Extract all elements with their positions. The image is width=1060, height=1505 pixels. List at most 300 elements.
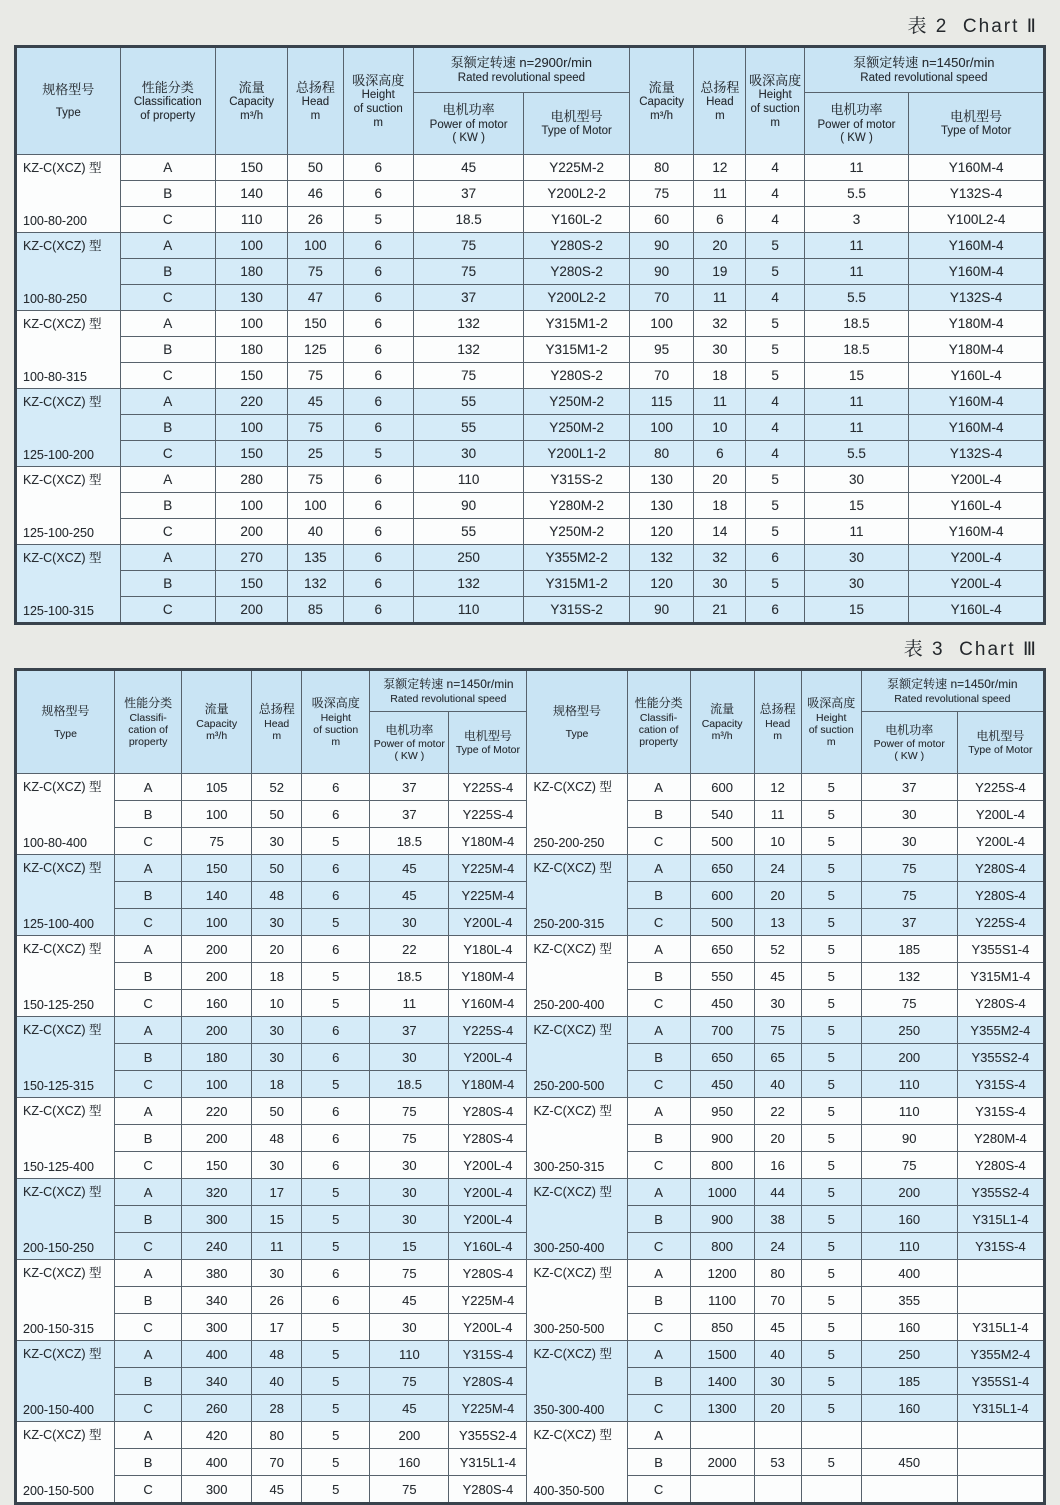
data-cell: 2000 [690,1449,754,1476]
pump-model: KZ-C(XCZ) 型 [533,1266,612,1280]
data-cell: 5 [302,828,370,855]
data-cell: 18 [694,363,746,389]
data-cell: 200 [861,1179,957,1206]
data-cell: Y355S1-4 [957,1368,1044,1395]
table-row [16,207,1045,233]
motor-header-2-en: Type of Motor [968,744,1033,757]
data-cell: 30 [754,1368,801,1395]
data-cell: 80 [629,155,693,181]
speed-1450-header-2-en: Rated revolutional speed [894,692,1011,705]
data-cell: 100 [215,493,287,519]
data-cell: 38 [754,1206,801,1233]
capacity-header-2-en: Capacity [639,96,684,109]
data-cell: Y200L-4 [909,571,1045,597]
pump-size: 300-250-315 [533,1160,605,1174]
data-cell: 132 [288,571,343,597]
data-cell: 5 [302,1368,370,1395]
data-cell: 17 [252,1314,302,1341]
capacity-header [215,47,287,155]
data-cell: Y160M-4 [909,415,1045,441]
data-cell: Y280S-4 [449,1476,527,1504]
classification-cell: A [627,1422,690,1449]
data-cell: 550 [690,963,754,990]
data-cell: 132 [413,311,524,337]
data-cell: Y200L-4 [909,467,1045,493]
classification-header-en: Classifi- [129,711,167,724]
data-cell: 900 [690,1206,754,1233]
pump-size: 200-150-500 [23,1484,94,1498]
classification-header-2-en: Classifi- [639,711,678,724]
head-header-2-en: Head [706,96,734,109]
data-cell: Y200L-4 [449,1314,527,1341]
classification-cell: A [115,1179,182,1206]
data-cell: 950 [690,1098,754,1125]
data-cell: 250 [861,1017,957,1044]
table-row [16,285,1045,311]
data-cell: 24 [754,1233,801,1260]
data-cell: 4 [746,441,804,467]
classification-cell: B [115,1206,182,1233]
head-header-en: m [310,109,321,122]
data-cell: 150 [215,571,287,597]
data-cell: 130 [215,285,287,311]
data-cell: 130 [629,467,693,493]
data-cell: 5 [801,1152,861,1179]
data-cell: 6 [302,774,370,801]
pump-model: KZ-C(XCZ) 型 [23,1185,102,1199]
suction-header-en: m [331,735,341,748]
data-cell: 75 [370,1125,449,1152]
data-cell: 37 [413,181,524,207]
data-cell: 160 [370,1449,449,1476]
pump-size: 125-100-200 [23,448,94,462]
classification-cell: B [115,1287,182,1314]
data-cell: 5 [801,1071,861,1098]
power-header-2-en: Power of motor [817,118,896,131]
data-cell: 300 [182,1314,252,1341]
data-cell: Y355S1-4 [957,936,1044,963]
data-cell: Y280S-4 [449,1368,527,1395]
classification-cell: B [627,1449,690,1476]
data-cell: 5 [801,774,861,801]
table-row [16,1341,1045,1368]
data-cell: 320 [182,1179,252,1206]
data-cell: 200 [215,519,287,545]
data-cell: 160 [861,1395,957,1422]
data-cell: 240 [182,1233,252,1260]
speed-2900-header [413,47,629,93]
data-cell: 30 [861,801,957,828]
data-cell: 5 [801,1125,861,1152]
classification-cell: B [120,415,215,441]
power-header-en: Power of motor [429,118,508,131]
chart2-caption: 表 2 Chart Ⅱ [907,16,1038,37]
pump-model: KZ-C(XCZ) 型 [533,942,612,956]
type-header-en: Type [55,107,81,120]
classification-cell: B [120,259,215,285]
table-row [16,774,1045,801]
data-cell: Y180M-4 [449,963,527,990]
power-header [370,712,449,774]
data-cell: 5 [746,467,804,493]
data-cell: 132 [861,963,957,990]
data-cell: Y315M1-4 [957,963,1044,990]
pump-type-cell [527,855,627,936]
data-cell: 53 [754,1449,801,1476]
data-cell: 5 [302,909,370,936]
capacity-header-2-en: Capacity [701,717,743,730]
data-cell: 260 [182,1395,252,1422]
table-row [16,1098,1045,1125]
pump-model: KZ-C(XCZ) 型 [23,1104,102,1118]
data-cell: 5 [302,1341,370,1368]
pump-size: 300-250-400 [533,1241,605,1255]
speed-1450-header-2 [861,670,1044,712]
suction-header-2-en: Height [816,711,847,724]
data-cell: Y200L-4 [909,545,1045,571]
data-cell: 28 [252,1395,302,1422]
data-cell [861,1422,957,1449]
head-header-2-en: m [715,109,725,122]
suction-header-2-zh: 吸深高度 [807,696,856,711]
data-cell: 340 [182,1368,252,1395]
data-cell: 5 [801,1314,861,1341]
speed-1450-header-zh: 泵额定转速 n=1450r/min [853,55,995,71]
data-cell [801,1476,861,1504]
data-cell: 150 [215,363,287,389]
chart3-caption: 表 3 Chart Ⅲ [903,639,1038,660]
data-cell: 1000 [690,1179,754,1206]
suction-header-2-en: Height [758,89,792,102]
data-cell: 60 [629,207,693,233]
data-cell: 30 [804,571,909,597]
pump-model: KZ-C(XCZ) 型 [23,861,102,875]
chart2-table [14,45,1046,625]
classification-cell: A [627,855,690,882]
classification-cell: B [115,1449,182,1476]
data-cell: Y225S-4 [449,801,527,828]
speed-2900-header-en: Rated revolutional speed [457,71,586,84]
data-cell: Y280S-4 [449,1260,527,1287]
data-cell: 5 [801,801,861,828]
data-cell: Y160M-4 [909,155,1045,181]
data-cell: 52 [754,936,801,963]
data-cell: 6 [746,597,804,624]
classification-cell: B [115,801,182,828]
data-cell: 220 [182,1098,252,1125]
data-cell: 5 [801,828,861,855]
power-header-2-zh: 电机功率 [830,102,883,118]
data-cell: 45 [370,1287,449,1314]
data-cell: 5 [302,963,370,990]
data-cell: 5 [801,1017,861,1044]
data-cell: 24 [754,855,801,882]
data-cell: Y250M-2 [524,389,630,415]
pump-type-cell [16,1017,115,1098]
classification-cell: C [115,828,182,855]
pump-size: 250-200-400 [533,998,605,1012]
data-cell: 22 [370,936,449,963]
data-cell: 48 [252,1341,302,1368]
data-cell: 75 [288,363,343,389]
classification-cell: C [120,441,215,467]
classification-cell: C [627,1233,690,1260]
data-cell: Y200L1-2 [524,441,630,467]
classification-cell: B [627,963,690,990]
data-cell: Y160L-4 [909,363,1045,389]
classification-cell: A [627,1098,690,1125]
data-cell: Y355M2-2 [524,545,630,571]
data-cell: Y315L1-4 [957,1314,1044,1341]
data-cell: 30 [754,990,801,1017]
data-cell: 200 [861,1044,957,1071]
classification-cell: C [115,1395,182,1422]
suction-header-2-en: of suction [750,102,800,115]
data-cell: Y315L1-4 [957,1206,1044,1233]
capacity-header-2-en: m³/h [711,729,733,742]
classification-cell: C [115,909,182,936]
classification-cell: A [115,1260,182,1287]
classification-cell: C [627,1395,690,1422]
head-header-en: Head [301,96,330,109]
data-cell: 10 [754,828,801,855]
data-cell: 200 [182,936,252,963]
data-cell: 50 [252,855,302,882]
data-cell: 140 [182,882,252,909]
data-cell: Y160L-2 [524,207,630,233]
data-cell: Y160M-4 [909,519,1045,545]
data-cell: Y315S-4 [957,1098,1044,1125]
classification-cell: A [120,311,215,337]
data-cell: 380 [182,1260,252,1287]
data-cell: 11 [694,285,746,311]
data-cell: 40 [252,1368,302,1395]
data-cell: Y160L-4 [909,597,1045,624]
data-cell: 5 [801,1287,861,1314]
capacity-header-en: m³/h [206,729,228,742]
data-cell: 5 [801,882,861,909]
suction-header-2-zh: 吸深高度 [749,72,802,88]
capacity-header-2 [629,47,693,155]
pump-type-cell [16,545,121,624]
data-cell: 150 [182,855,252,882]
data-cell: 18.5 [370,1071,449,1098]
data-cell: 250 [413,545,524,571]
pump-type-cell [527,1260,627,1341]
capacity-header-en: Capacity [196,717,238,730]
data-cell: 11 [804,519,909,545]
pump-size: 400-350-500 [533,1484,605,1498]
data-cell: 45 [288,389,343,415]
speed-1450-header [370,670,527,712]
data-cell: Y200L-4 [449,1179,527,1206]
classification-cell: A [627,936,690,963]
motor-header-2 [909,93,1045,155]
capacity-header-zh: 流量 [238,79,265,95]
data-cell: 500 [690,828,754,855]
table-row [16,311,1045,337]
data-cell: Y355M2-4 [957,1017,1044,1044]
capacity-header-2-zh: 流量 [710,702,735,717]
data-cell: 18 [694,493,746,519]
pump-type-cell [16,1179,115,1260]
data-cell: 40 [754,1071,801,1098]
classification-cell: C [120,207,215,233]
pump-type-cell [16,1260,115,1341]
chart3-table [14,668,1046,1505]
table-row [16,337,1045,363]
data-cell: 6 [343,233,413,259]
data-cell: 17 [252,1179,302,1206]
data-cell [754,1476,801,1504]
pump-type-cell [527,936,627,1017]
data-cell: 6 [302,1152,370,1179]
data-cell: Y315M1-2 [524,311,630,337]
data-cell: 75 [370,1368,449,1395]
classification-cell: C [115,1071,182,1098]
pump-type-cell [16,936,115,1017]
data-cell: 30 [252,1152,302,1179]
data-cell: 5 [746,337,804,363]
data-cell: 140 [215,181,287,207]
motor-header [449,712,527,774]
data-cell: 5 [302,1476,370,1504]
power-header-2-en: ( KW ) [894,750,925,763]
data-cell: 4 [746,181,804,207]
data-cell: 11 [370,990,449,1017]
pump-type-cell [16,855,115,936]
type-header [16,47,121,155]
classification-cell: C [627,1476,690,1504]
data-cell: 75 [861,990,957,1017]
classification-cell: B [120,337,215,363]
data-cell: 75 [413,259,524,285]
data-cell: 12 [694,155,746,181]
pump-size: 100-80-250 [23,292,87,306]
speed-1450-header-zh: 泵额定转速 n=1450r/min [383,677,514,692]
data-cell: 6 [302,1098,370,1125]
classification-cell: A [115,855,182,882]
table-row [16,233,1045,259]
data-cell: 65 [754,1044,801,1071]
classification-cell: B [120,493,215,519]
data-cell: 5 [746,311,804,337]
speed-1450-header [804,47,1044,93]
data-cell: 20 [754,1395,801,1422]
suction-header-en: Height [361,89,395,102]
data-cell: 37 [861,774,957,801]
data-cell: 75 [288,259,343,285]
data-cell: Y160M-4 [909,233,1045,259]
data-cell: 90 [629,259,693,285]
data-cell: Y132S-4 [909,181,1045,207]
data-cell: 340 [182,1287,252,1314]
data-cell: 110 [413,467,524,493]
classification-cell: A [627,774,690,801]
data-cell: 5 [801,1449,861,1476]
suction-header [343,47,413,155]
classification-header-en: of property [140,109,196,122]
classification-cell: B [115,1044,182,1071]
data-cell: 6 [302,1287,370,1314]
type-header-2 [527,670,627,774]
head-header-zh: 总扬程 [295,79,335,95]
data-cell: 1500 [690,1341,754,1368]
data-cell: 95 [629,337,693,363]
data-cell: 30 [370,1179,449,1206]
data-cell [957,1449,1044,1476]
motor-header-2 [957,712,1044,774]
data-cell: 5 [746,233,804,259]
data-cell: 110 [861,1071,957,1098]
classification-cell: A [627,1260,690,1287]
data-cell: Y280S-4 [957,990,1044,1017]
data-cell: 21 [694,597,746,624]
data-cell: 600 [690,882,754,909]
data-cell: 5 [801,1368,861,1395]
data-cell: 110 [861,1233,957,1260]
classification-cell: C [115,1476,182,1504]
classification-cell: A [115,936,182,963]
data-cell: 75 [370,1260,449,1287]
data-cell: 6 [343,467,413,493]
table-row [16,441,1045,467]
pump-type-cell [527,1179,627,1260]
data-cell: 6 [694,207,746,233]
pump-type-cell [527,1017,627,1098]
table-row [16,855,1045,882]
data-cell: Y160M-4 [449,990,527,1017]
pump-model: KZ-C(XCZ) 型 [23,1023,102,1037]
head-header-en: Head [264,717,290,730]
data-cell: 75 [288,467,343,493]
data-cell: 20 [754,1125,801,1152]
data-cell: 75 [288,415,343,441]
data-cell: 46 [288,181,343,207]
classification-cell: A [115,1341,182,1368]
table-row [16,519,1045,545]
data-cell: 45 [252,1476,302,1504]
data-cell: 37 [413,285,524,311]
data-cell: Y225S-4 [449,1017,527,1044]
data-cell: 5 [302,990,370,1017]
classification-header-en: property [128,735,168,748]
data-cell: Y355M2-4 [957,1341,1044,1368]
power-header-en: ( KW ) [394,750,425,763]
data-cell: 5 [801,855,861,882]
data-cell [957,1287,1044,1314]
suction-header-2 [746,47,804,155]
data-cell: 30 [804,467,909,493]
data-cell: 18.5 [413,207,524,233]
data-cell: 132 [413,337,524,363]
classification-cell: B [115,1125,182,1152]
motor-header-2-zh: 电机型号 [950,108,1003,124]
data-cell: Y315S-2 [524,597,630,624]
classification-cell: B [627,1044,690,1071]
data-cell: 90 [861,1125,957,1152]
classification-cell: C [115,1233,182,1260]
pump-size: 200-150-315 [23,1322,94,1336]
suction-header-en: of suction [313,723,359,736]
pump-size: 125-100-400 [23,917,94,931]
suction-header-zh: 吸深高度 [352,72,405,88]
data-cell: Y100L2-4 [909,207,1045,233]
classification-cell: B [627,882,690,909]
pump-type-cell [16,311,121,389]
data-cell: Y225M-4 [449,882,527,909]
table-row [16,259,1045,285]
